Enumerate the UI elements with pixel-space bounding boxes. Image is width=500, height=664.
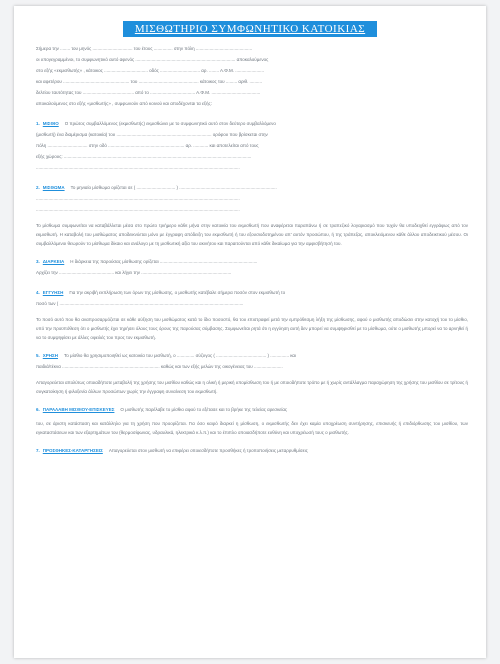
document-sheet — [14, 6, 486, 658]
section-heading — [36, 119, 468, 128]
section-first-line: Απαγορεύεται στον μισθωτή να επιφέρει οποιεσδήποτε προσθήκες ή τροποποιήσεις μεταρρυθμίσεις — [108, 448, 308, 453]
document-body — [36, 42, 468, 455]
section-label: ΔΙΑΡΚΕΙΑ — [42, 259, 65, 264]
intro-line: και αφετέρου ..................................................... του ................................................ κάτοικος του ......... αριθ. .......... — [36, 79, 263, 84]
section-label: ΜΙΣΘΩΜΑ — [42, 185, 65, 190]
section-heading — [36, 351, 468, 360]
section-first-line: Το μίσθιο θα χρησιμοποιηθεί ως κατοικία του μισθωτή, ο .............. σύζυγος ( ........................................ ) ............... και — [63, 353, 296, 358]
section-first-line: Για την ακριβή εκπλήρωση των όρων της μίσθωσης, ο μισθωτής κατέβαλε σήμερα ποσόν στον εκμισθωτή το — [69, 290, 286, 295]
section-heading — [36, 183, 468, 192]
intro-line: στο εξής «εκμισθωτής» , κάτοικος ................................... οδός ................................ αρ. ........ Α.Φ.Μ. ....................... — [36, 68, 265, 73]
section — [36, 351, 468, 396]
section-label: ΜΙΣΘΙΟ — [42, 121, 59, 126]
section-first-line: Ο πρώτος συμβαλλόμενος (εκμισθωτής) εκμισθώνει με το συμφωνητικό αυτό στον δεύτερο συμβαλλόμενο — [64, 121, 276, 126]
section-first-line: Το μηνιαίο μίσθωμα ορίζεται σε ( ............................... ) .............................................................................. — [70, 185, 277, 190]
section-gap — [36, 110, 468, 119]
section-label: ΠΑΡΑΛΑΒΗ ΜΙΣΘΙΟΥ-ΕΠΙΣΚΕΥΕΣ — [42, 407, 115, 412]
section-gap — [36, 437, 468, 446]
section-heading — [36, 446, 468, 455]
section — [36, 119, 468, 172]
section-number: 5. — [36, 353, 40, 358]
section-line: εξής χώρους: ...................................................................................................................................................... — [36, 154, 252, 159]
section-label: ΠΡΟΣΘΗΚΕΣ-ΚΑΤΑΡΓΗΣΕΙΣ — [42, 448, 103, 453]
section-label: ΧΡΗΣΗ — [42, 353, 58, 358]
section-heading — [36, 288, 468, 297]
section-paragraph: Το ποσό αυτό που θα αναπροσαρμόζεται σε κάθε αύξηση του μισθώματος κατά το ίδιο ποσοστό, θα του επιστραφεί μετά την εμπρόθεσμη λήξη της μίσθωσης, αφού ο μισθωτής αποδώσει στην κατοχή του το μίσθιο, υπό την προϋπόθεση ότι ο μισθωτής έχει τηρήσει όλους τους όρους της παρούσας σύμβασης. Συμφωνείται ρητά ότι η εγγύηση αυτή δεν μπορεί να συμψηφισθεί με το μίσθωμα, ούτε ο μισθωτής μπορεί να το αρνηθεί ή να το συμψηφίσει με άλλες οφειλές του προς τον εκμισθωτή. — [36, 317, 468, 340]
section — [36, 405, 468, 437]
section-line: ποσό των ( ................................................................................................................................................... — [36, 301, 244, 306]
section-heading — [36, 405, 468, 414]
section-first-line: Ο μισθωτής παρέλαβε το μίσθιο αφού το εξέτασε και το βρήκε της τελείας αρεσκείας — [120, 407, 288, 412]
section — [36, 288, 468, 342]
section-gap — [36, 279, 468, 288]
document-title: ΜΙΣΘΩΤΗΡΙΟ ΣΥΜΦΩΝΗΤΙΚΟ ΚΑΤΟΙΚΙΑΣ — [123, 21, 377, 37]
section-first-line: Η διάρκεια της παρούσας μίσθωσης ορίζεται .............................................................................. — [70, 259, 258, 264]
section-gap — [36, 174, 468, 183]
intro-block — [36, 44, 468, 108]
section-line: ................................................................................................................................................................... — [36, 165, 240, 170]
section — [36, 257, 468, 277]
section-number: 4. — [36, 290, 40, 295]
section-number: 2. — [36, 185, 40, 190]
intro-line: αποκαλούμενος στο εξής «μισθωτής» , συμφωνούν από κοινού και αποδέχονται τα εξής: — [36, 101, 212, 106]
title-wrap — [14, 19, 486, 37]
section-number: 7. — [36, 448, 40, 453]
section-line: Αρχίζει την ............................................ και λήγει την ........................................................................ — [36, 270, 232, 275]
section-number: 3. — [36, 259, 40, 264]
section-line: ................................................................................................................................................................... — [36, 207, 240, 212]
section-line: παιδιά/τέκνα .............................................................................. καθώς και των εξής μελών της οικογένειας του ....................... — [36, 364, 283, 369]
intro-line: Σήμερα την ........ του μηνός ................................ του έτους ............... στην πόλη ............................................. — [36, 46, 253, 51]
section-number: 1. — [36, 121, 40, 126]
section-label: ΕΓΓΥΗΣΗ — [42, 290, 64, 295]
section-gap — [36, 342, 468, 351]
section — [36, 183, 468, 248]
section-line: πόλη ................................ στην οδό ............................................................. αρ. ............ και αποτελείται από τους — [36, 143, 259, 148]
section-line: (μισθωτή) ένα διαμέρισμα (κατοικία) του ............................................................................ ορόφου που βρίσκεται στην — [36, 132, 268, 137]
section-paragraph: Το μίσθωμα συμφωνείται να καταβάλλεται μέσα στο πρώτο τριήμερο κάθε μήνα στην κατοικία του εκμισθωτή που αναφέρεται παραπάνω ή σε τραπεζικό λογαριασμό που τυχόν θα υποδειχθεί εγγράφως από τον εκμισθωτή. Η καταβολή του μισθώματος αποδεικνύεται μόνο με έγγραφη απόδειξη του εκμισθωτή ή του εξουσιοδοτημένου απ' αυτόν προσώπου, ή της τράπεζας, αποκλειόμενου κάθε άλλου αποδεικτικού μέσου. Οι συμβαλλόμενοι θεωρούν το μίσθωμα δίκαιο και ανάλογο με τη μισθωτική αξία του ακινήτου και παραιτούνται από κάθε δικαίωμα για την αμφισβήτησή του. — [36, 223, 468, 246]
intro-line: δελτίου ταυτότητας του ......................................... από το .................................... Α.Φ.Μ. ....................................... — [36, 90, 261, 95]
section-gap — [36, 396, 468, 405]
section-line: ................................................................................................................................................................... — [36, 196, 240, 201]
intro-line: οι υπογεγραμμένοι, το συμφωνητικό αυτό αφενός ................................................................................ αποκαλούμενος — [36, 57, 269, 62]
section-paragraph: Απαγορεύεται απολύτως οποιαδήποτε μεταβολή της χρήσης του μισθίου καθώς και η ολική ή μερική υπομίσθωση του ή με οποιοδήποτε τρόπο με ή χωρίς αντάλλαγμα παραχώρηση της χρήσης του μισθίου σε τρίτους ή συγκατοίκηση ή φιλοξενία άλλων προσώπων χωρίς την έγγραφη συναίνεση του εκμισθωτή. — [36, 380, 468, 394]
section-number: 6. — [36, 407, 40, 412]
sections-block — [36, 110, 468, 455]
section-gap — [36, 248, 468, 257]
section — [36, 446, 468, 455]
section-paragraph: του, σε άριστη κατάσταση και κατάλληλο για τη χρήση που προορίζεται. Για όσο καιρό διαρκεί η μίσθωση, ο εκμισθωτής δεν έχει καμία υποχρέωση συντήρησης, επισκευής ή επιδιόρθωσης του μισθίου, των εγκαταστάσεων και των εξαρτημάτων του (θερμοσίφωνας, υδραυλικά, ηλεκτρικά κ.λ.π.) και το έπιπλο οποιασδήποτε ευθύνη και υποχρέωσή τους ο μισθωτής. — [36, 421, 468, 435]
section-heading — [36, 257, 468, 266]
